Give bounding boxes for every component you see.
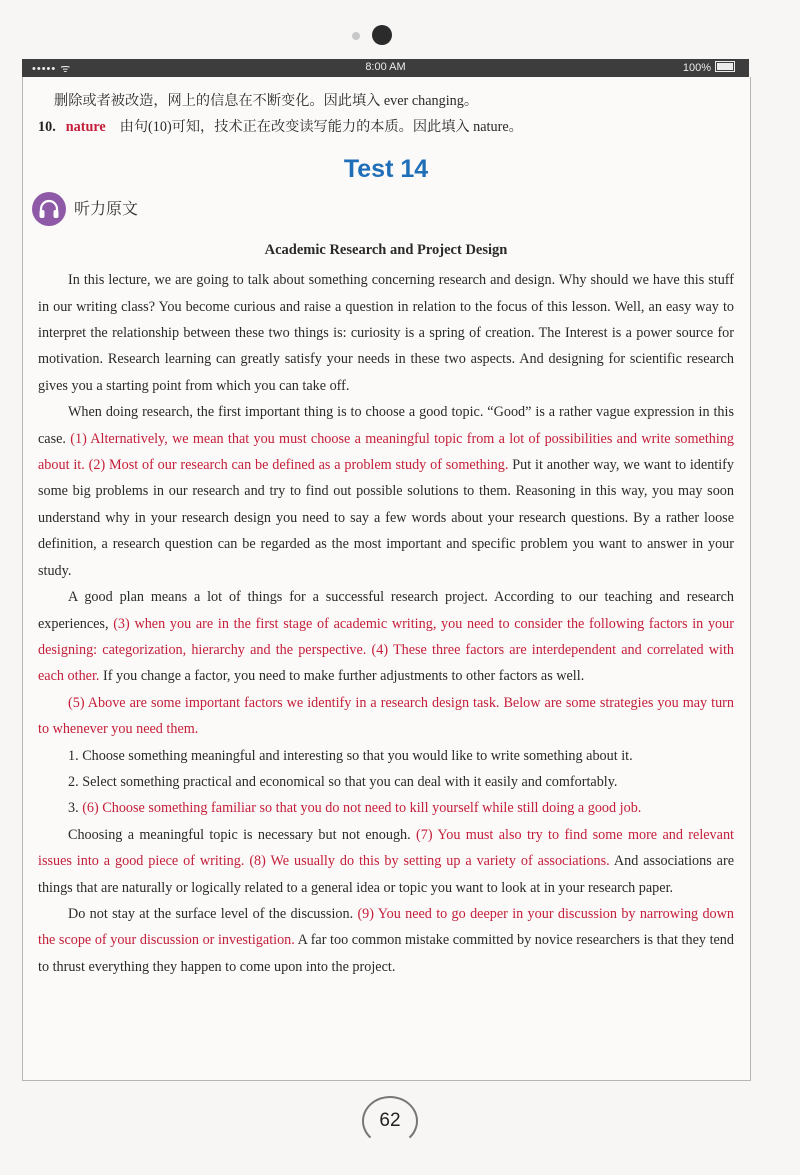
list-item-2: 2. Select something practical and economical so that you can deal with it easily and comfortably. — [68, 773, 618, 790]
highlight: (1) Alternatively, we mean that you must choose a meaningful topic from a lot of possibilities and write something about it. (2) Most of our research can be defined as a problem study of something. — [38, 430, 734, 474]
text: A far too common mistake committed by novice researchers is that they tend to thrust everything they happen to come upon into the project. — [38, 932, 734, 975]
paragraph-4: (5) Above are some important factors we identify in a research design task. Below are some strategies you may turn to whenever you need them. — [38, 694, 734, 738]
page-content — [38, 88, 734, 980]
highlight: (9) You need to go deeper in your discussion by narrowing down the scope of your discussion or investigation. — [38, 905, 734, 949]
highlight: (7) You must also try to find some more and relevant issues into a good piece of writing. (8) We usually do this by setting up a variety of associations. — [38, 826, 734, 870]
test-title: Test 14 — [343, 154, 429, 183]
document-title: Academic Research and Project Design — [264, 241, 508, 258]
status-bar — [22, 59, 749, 77]
text: When doing research, the first important thing is to choose a good topic. “Good” is a rather vague expression in this case. — [38, 404, 734, 447]
paragraph-2 — [38, 399, 734, 584]
paragraph-1: In this lecture, we are going to talk about something concerning research and design. Why should we have this stuff in our writing class? You become curious and raise a question in relation to the focus of this lesson. Well, an easy way to interpret the relationship between these two things is: curiosity is a spring of creation. The Interest is a power source for motivation. Research learning can greatly satisfy your needs in these two aspects. And designing for scientific research gives you a starting point from which you can take off. — [38, 272, 734, 394]
answer-number: 10. — [38, 119, 56, 136]
battery-indicator — [683, 61, 735, 74]
answer-explanation: 由句(10)可知，技术正在改变读写能力的本质。因此填入 nature。 — [119, 119, 523, 136]
clock: 8:00 AM — [365, 61, 406, 73]
answer-keyword: nature — [65, 119, 106, 136]
camera-dot-small — [352, 32, 360, 40]
text: If you change a factor, you need to make further adjustments to other factors as well. — [99, 668, 585, 685]
section-label: 听力原文 — [74, 198, 139, 218]
text: A good plan means a lot of things for a successful research project. According to our teaching and research experiences, — [38, 589, 734, 632]
answer-line: 删除或者被改造，网上的信息在不断变化。因此填入 ever changing。 — [54, 93, 479, 109]
camera-lens — [372, 25, 392, 45]
list-item-1: 1. Choose something meaningful and interesting so that you would like to write something about it. — [68, 747, 633, 764]
answer-item-10 — [38, 114, 734, 140]
text: Choosing a meaningful topic is necessary but not enough. — [68, 826, 417, 843]
paragraph-3 — [38, 584, 734, 690]
text: Put it another way, we want to identify some big problems in our research and try to find out possible solutions to them. Reasoning in this way, you may soon understand why in your research design you need to say a few words about your research questions. By a rather loose definition, a research question can be regarded as the most important and specific problem you want to answer in your study. — [38, 457, 734, 579]
page-number: 62 — [362, 1096, 418, 1146]
paragraph-6 — [38, 901, 734, 980]
list-item-3 — [38, 795, 734, 821]
text: 3. — [68, 800, 83, 817]
headphone-icon — [32, 192, 66, 226]
section-header — [32, 189, 734, 229]
paragraph-5 — [38, 822, 734, 901]
signal-indicator: ••••• ᯤ — [32, 63, 72, 75]
battery-icon — [715, 61, 735, 72]
text: And associations are things that are naturally or logically related to a general idea or topic you want to look at in your research paper. — [38, 853, 734, 896]
text: Do not stay at the surface level of the discussion. — [68, 905, 358, 922]
highlight: (6) Choose something familiar so that you do not need to kill yourself while still doing a good job. — [82, 800, 642, 817]
battery-percent: 100% — [682, 62, 711, 74]
highlight: (3) when you are in the first stage of academic writing, you need to consider the following factors in your designing: categorization, hierarchy and the perspective. (4) These three factors are interdependent and correlated with each other. — [38, 615, 734, 685]
